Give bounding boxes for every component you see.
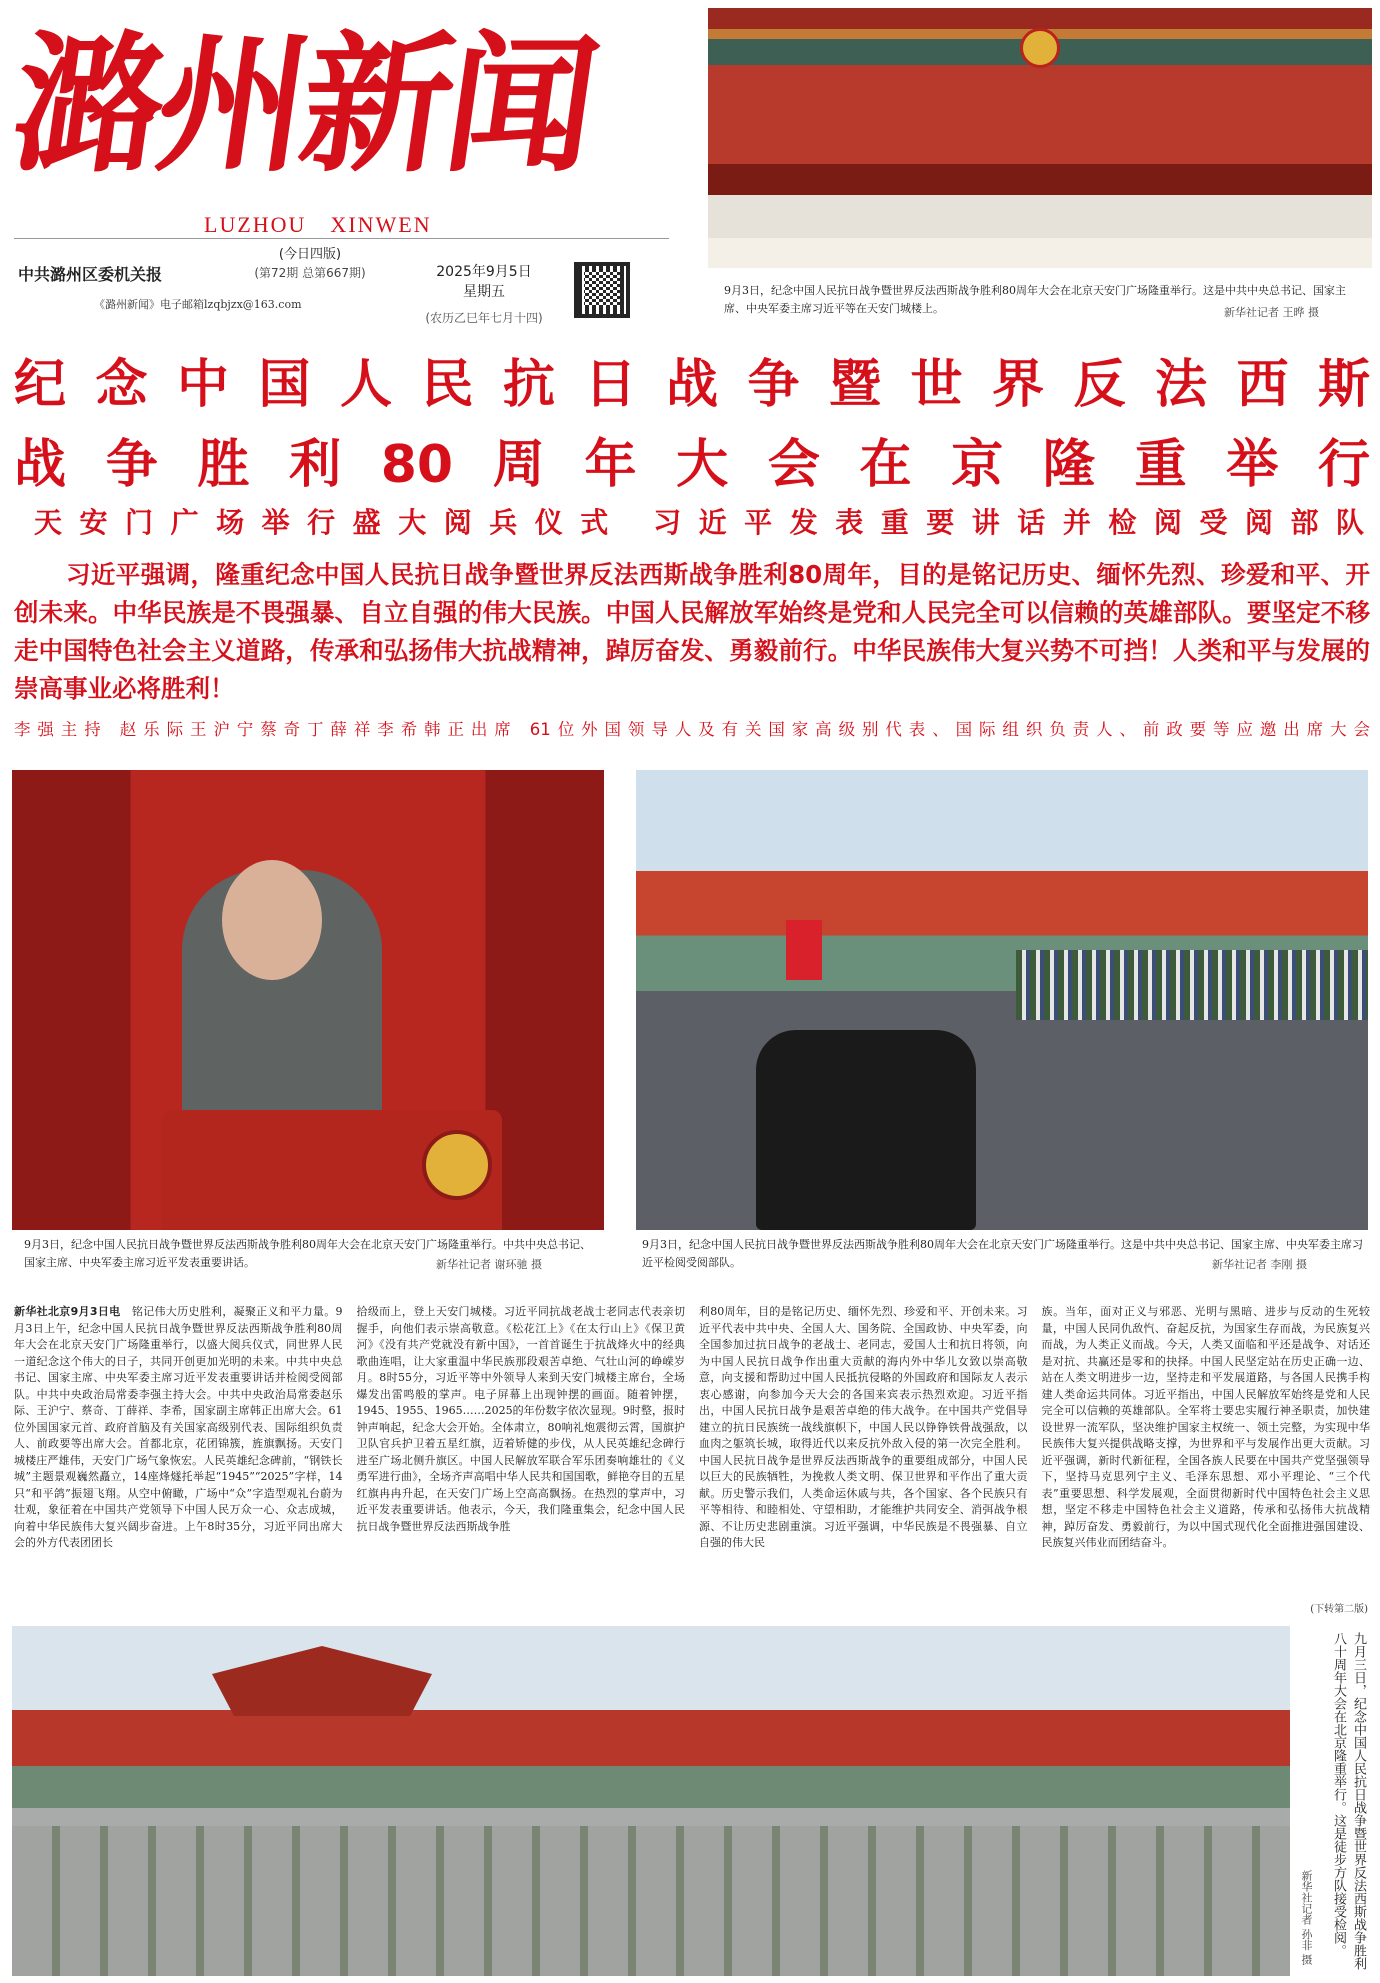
masthead-divider (14, 238, 669, 239)
continued-note: (下转第二版) (1310, 1604, 1368, 1615)
subheadline: 天安门广场举行盛大阅兵仪式 习近平发表重要讲话并检阅受阅部队 (34, 506, 1364, 539)
national-emblem-icon (1020, 28, 1060, 68)
photo-review-car (636, 770, 1368, 1230)
article-column-2: 拾级而上，登上天安门城楼。习近平同抗战老战士老同志代表亲切握手，向他们表示崇高敬意。《松花江上》《在太行山上》《保卫黄河》《没有共产党就没有新中国》，一首首诞生于抗战烽火中的经典歌曲连唱，让大家重温中华民族那段艰苦卓绝、气壮山河的峥嵘岁月。8时55分，习近平等中外领导人来到天安门城楼主席台，全场爆发出雷鸣般的掌声。电子屏幕上出现钟摆的画面。随着钟摆，1945、1955、1965……2025的年份数字依次显现。9时整，报时钟声响起，纪念大会开始。全体肃立，80响礼炮震彻云霄，国旗护卫队官兵护卫着五星红旗，迈着矫健的步伐，从人民英雄纪念碑行进至广场北侧升旗区。中国人民解放军联合军乐团奏响雄壮的《义勇军进行曲》，全场齐声高唱中华人民共和国国歌，鲜艳夺目的五星红旗冉冉升起，在天安门广场上空高高飘扬。在热烈的掌声中，习近平发表重要讲话。他表示，今天，我们隆重集会，纪念中国人民抗日战争暨世界反法西斯战争胜 (356, 1305, 685, 1533)
article-column-1: 新华社北京9月3日电 铭记伟大历史胜利，凝聚正义和平力量。9月3日上午，纪念中国人民抗日战争暨世界反法西斯战争胜利80周年大会在北京天安门广场隆重举行，以盛大阅兵仪式，同世界人民一道纪念这个伟大的日子，共同开创更加光明的未来。中共中央总书记、国家主席、中央军委主席习近平发表重要讲话并检阅受阅部队。中共中央政治局常委李强主持大会。中共中央政治局常委赵乐际、王沪宁、蔡奇、丁薛祥、李希，国家副主席韩正出席大会。61位外国国家元首、政府首脑及有关国家高级别代表、国际组织负责人、前政要等出席大会。首都北京，花团锦簇，旌旗飘扬。天安门城楼庄严雄伟，天安门广场气象恢宏。人民英雄纪念碑前，“钢铁长城”主题景观巍然矗立，14座烽燧托举起“1945”“2025”字样，14只“和平鸽”振翅飞翔。从空中俯瞰，广场中“众”字造型观礼台蔚为壮观，象征着在中国共产党领导下中国人民万众一心、众志成城，向着中华民族伟大复兴阔步奋进。上午8时35分，习近平同出席大会的外方代表团团长 (14, 1305, 343, 1549)
top-photo-caption: 9月3日，纪念中国人民抗日战争暨世界反法西斯战争胜利80周年大会在北京天安门广场隆重举行。这是中共中央总书记、国家主席、中央军委主席习近平等在天安门城楼上。 (724, 284, 1346, 315)
masthead (2, 10, 694, 325)
edition-count: (今日四版) (278, 247, 342, 262)
logo-pinyin: LUZHOU XINWEN (204, 212, 432, 237)
bottom-photo-caption: 九月三日，纪念中国人民抗日战争暨世界反法西斯战争胜利八十周年大会在北京隆重举行。这是徒步方队接受检阅。 (1331, 1632, 1366, 1970)
publisher-org: 中共潞州区委机关报 (18, 265, 163, 284)
contact-email: 《潞州新闻》电子邮箱lzqbjzx@163.com (94, 298, 302, 311)
right-photo-credit: 新华社记者 李刚 摄 (1212, 1258, 1307, 1271)
attendance-line: 李强主持 赵乐际王沪宁蔡奇丁薛祥李希韩正出席 61位外国领导人及有关国家高级别代表、国际组织负责人、前政要等应邀出席大会 (14, 720, 1370, 739)
article-dateline: 新华社北京9月3日电 (14, 1305, 121, 1318)
article-column-3: 利80周年，目的是铭记历史、缅怀先烈、珍爱和平、开创未来。习近平代表中共中央、全国人大、国务院、全国政协、中央军委，向全国参加过抗日战争的老战士、老同志，爱国人士和抗日将领，向为中国人民抗日战争作出重大贡献的海内外中华儿女致以崇高敬意，向支援和帮助过中国人民抵抗侵略的外国政府和国际友人表示衷心感谢，向参加今天大会的各国来宾表示热烈欢迎。习近平指出，中国人民抗日战争是艰苦卓绝的伟大战争。在中国共产党倡导建立的抗日民族统一战线旗帜下，中国人民以铮铮铁骨战强敌，以血肉之躯筑长城，取得近代以来反抗外敌入侵的第一次完全胜利。中国人民抗日战争是世界反法西斯战争的重要组成部分，中国人民以巨大的民族牺牲，为挽救人类文明、保卫世界和平作出了重大贡献。历史警示我们，人类命运休戚与共，各个国家、各个民族只有平等相待、和睦相处、守望相助，才能维护共同安全、消弭战争根源、不让历史悲剧重演。习近平强调，中华民族是不畏强暴、自立自强的伟大民 (699, 1305, 1028, 1549)
issue-number: (第72期 总第667期) (254, 266, 366, 280)
newspaper-logo: 潞州新闻 (2, 17, 604, 193)
lead-paragraph: 习近平强调，隆重纪念中国人民抗日战争暨世界反法西斯战争胜利80周年，目的是铭记历史、缅怀先烈、珍爱和平、开创未来。中华民族是不畏强暴、自立自强的伟大民族。中国人民解放军始终是党和人民完全可以信赖的英雄部队。要坚定不移走中国特色社会主义道路，传承和弘扬伟大抗战精神，踔厉奋发、勇毅前行。中华民族伟大复兴势不可挡！人类和平与发展的崇高事业必将胜利！ (14, 560, 1370, 703)
headline-line-1: 纪念中国人民抗日战争暨世界反法西斯 (14, 355, 1370, 415)
right-photo-caption: 9月3日，纪念中国人民抗日战争暨世界反法西斯战争胜利80周年大会在北京天安门广场隆重举行。这是中共中央总书记、国家主席、中央军委主席习近平检阅受阅部队。 (642, 1238, 1363, 1269)
bottom-photo-credit: 新华社记者 孙非 摄 (1300, 1870, 1313, 1965)
qr-code-icon (574, 262, 630, 318)
headline-line-2: 战争胜利80周年大会在京隆重举行 (14, 435, 1370, 495)
top-photo-credit: 新华社记者 王晔 摄 (1224, 306, 1319, 319)
left-photo-credit: 新华社记者 谢环驰 摄 (436, 1258, 542, 1271)
date-info (414, 262, 554, 328)
main-article (14, 1304, 1370, 1616)
photo-xi-speech (12, 770, 604, 1230)
lunar-date: (农历乙巳年七月十四) (425, 311, 543, 325)
photo-tiananmen-rostrum (708, 8, 1372, 268)
left-photo-caption: 9月3日，纪念中国人民抗日战争暨世界反法西斯战争胜利80周年大会在北京天安门广场隆重举行。中共中央总书记、国家主席、中央军委主席习近平发表重要讲话。 (24, 1238, 591, 1269)
national-emblem-icon (422, 1130, 492, 1200)
issue-weekday: 星期五 (463, 284, 505, 300)
photo-parade-square (12, 1626, 1290, 1976)
issue-date: 2025年9月5日 (436, 264, 532, 280)
article-column-4: 族。当年，面对正义与邪恶、光明与黑暗、进步与反动的生死较量，中国人民同仇敌忾、奋起反抗，为国家生存而战，为民族复兴而战，为人类正义而战。今天，人类又面临和平还是战争、对话还是对抗、共赢还是零和的抉择。中国人民坚定站在历史正确一边、站在人类文明进步一边，坚持走和平发展道路，与各国人民携手构建人类命运共同体。习近平指出，中国人民解放军始终是党和人民完全可以信赖的英雄部队。全军将士要忠实履行神圣职责，加快建设世界一流军队，坚决维护国家主权统一、领土完整，为实现中华民族伟大复兴提供战略支撑，为世界和平与发展作出更大贡献。习近平强调，新时代新征程，全国各族人民要在中国共产党坚强领导下，坚持马克思列宁主义、毛泽东思想、邓小平理论、“三个代表”重要思想、科学发展观，全面贯彻新时代中国特色社会主义思想，坚定不移走中国特色社会主义道路，传承和弘扬伟大抗战精神，踔厉奋发、勇毅前行，为以中国式现代化全面推进强国建设、民族复兴伟业而团结奋斗。 (1041, 1305, 1370, 1549)
edition-info (240, 246, 380, 282)
